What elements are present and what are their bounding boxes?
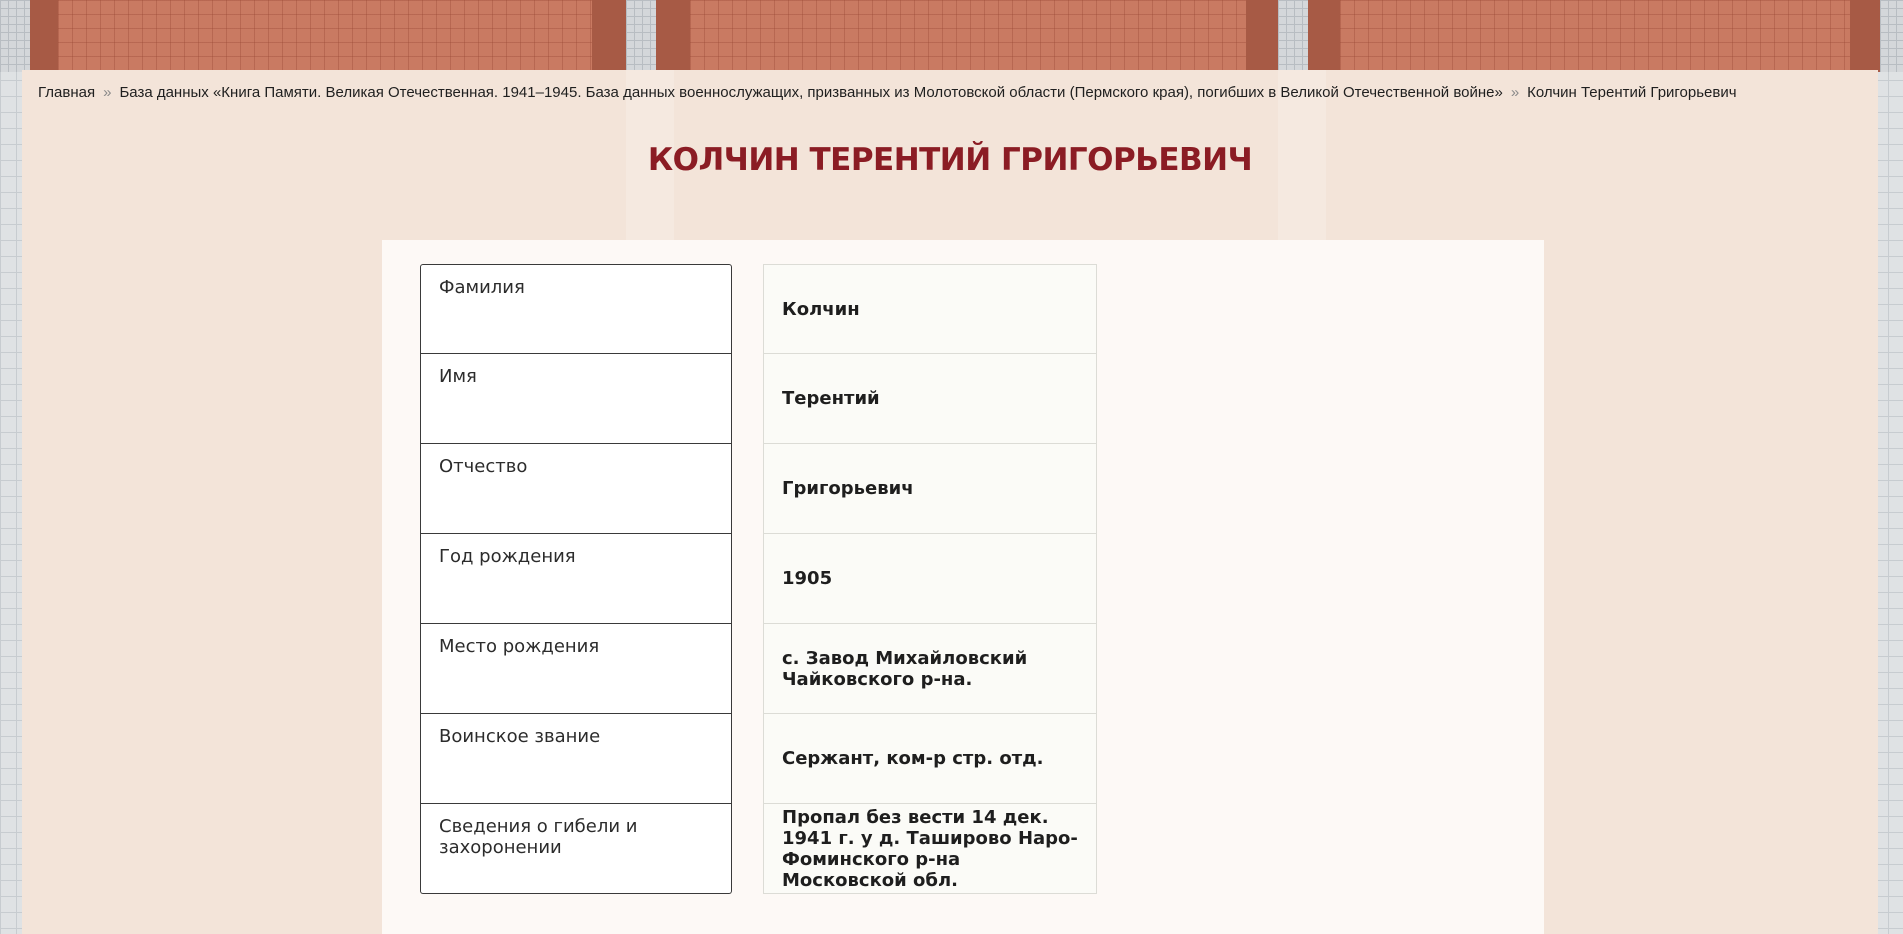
record-row (420, 264, 1097, 354)
field-value: Терентий (763, 354, 1097, 444)
field-value: Сержант, ком-р стр. отд. (763, 714, 1097, 804)
record-row (420, 624, 1097, 714)
record-card (382, 240, 1544, 934)
field-label: Отчество (420, 444, 732, 534)
breadcrumb-current: Колчин Терентий Григорьевич (1527, 84, 1737, 101)
band-edge (1308, 0, 1340, 72)
header-brick-band (0, 0, 1903, 72)
field-label: Воинское звание (420, 714, 732, 804)
field-label: Имя (420, 354, 732, 444)
band-edge (592, 0, 626, 72)
band-gap (1278, 0, 1308, 72)
band-edge (1246, 0, 1278, 72)
record-row (420, 804, 1097, 894)
record-row (420, 534, 1097, 624)
field-label: Год рождения (420, 534, 732, 624)
band-edge (30, 0, 58, 72)
breadcrumb-separator: » (1510, 84, 1520, 101)
record-row (420, 714, 1097, 804)
field-value: Пропал без вести 14 дек. 1941 г. у д. Таширово Наро-Фоминского р-на Московской обл. (763, 804, 1097, 894)
band-brick (690, 0, 1246, 72)
record-row (420, 354, 1097, 444)
band-gap (1880, 0, 1903, 72)
band-brick (58, 0, 592, 72)
field-value: 1905 (763, 534, 1097, 624)
breadcrumb (38, 84, 1737, 101)
field-label: Фамилия (420, 264, 732, 354)
band-gap (0, 0, 30, 72)
field-label: Место рождения (420, 624, 732, 714)
record-table (420, 264, 1097, 894)
field-label: Сведения о гибели и захоронении (420, 804, 732, 894)
field-value: Григорьевич (763, 444, 1097, 534)
band-edge (656, 0, 690, 72)
content-panel (22, 70, 1878, 934)
page-title: КОЛЧИН ТЕРЕНТИЙ ГРИГОРЬЕВИЧ (647, 142, 1253, 178)
band-brick (1340, 0, 1850, 72)
band-edge (1850, 0, 1880, 72)
breadcrumb-database-link[interactable]: База данных «Книга Памяти. Великая Отечественная. 1941–1945. База данных военнослужащих, призванных из Молотовской области (Пермского края), погибших в Великой Отечественной войне» (119, 84, 1503, 101)
band-gap (626, 0, 656, 72)
record-row (420, 444, 1097, 534)
breadcrumb-home-link[interactable]: Главная (38, 84, 96, 101)
field-value: с. Завод Михайловский Чайковского р-на. (763, 624, 1097, 714)
breadcrumb-separator: » (103, 84, 112, 101)
field-value: Колчин (763, 264, 1097, 354)
